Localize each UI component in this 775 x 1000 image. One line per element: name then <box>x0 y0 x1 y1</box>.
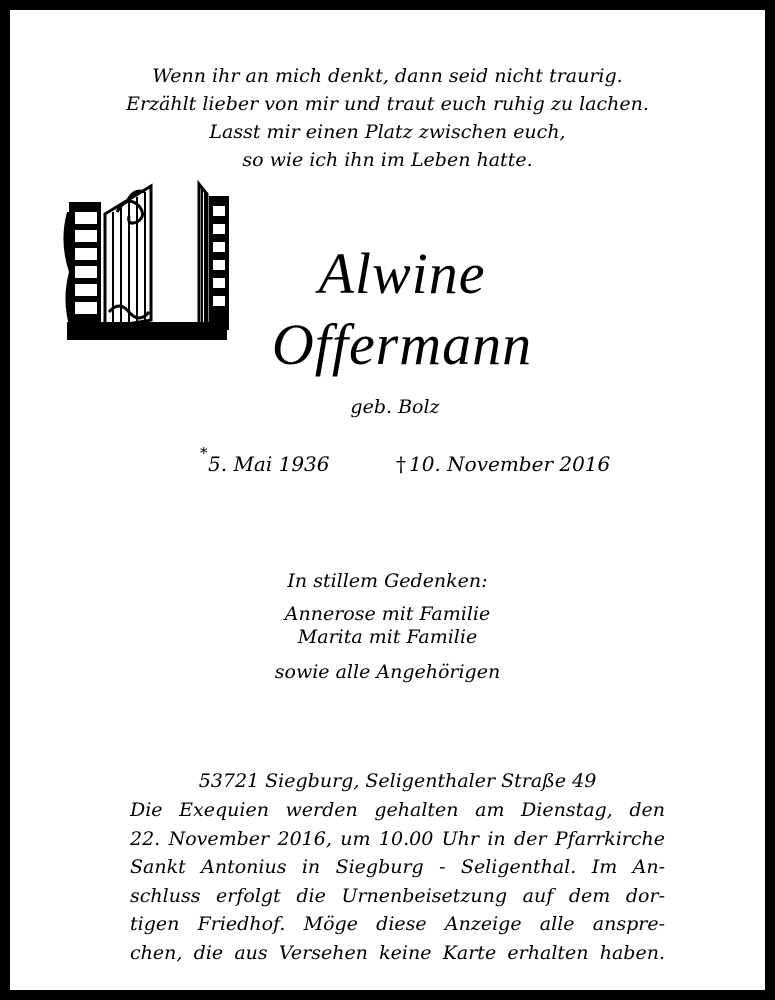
poem-line: Erzählt lieber von mir und traut euch ruhig zu lachen. <box>126 93 649 115</box>
birth-date: 5. Mai 1936 <box>208 452 330 476</box>
notice-line: 22. November 2016, um 10.00 Uhr in der Pfarrkirche <box>130 827 665 850</box>
funeral-notice <box>130 796 665 967</box>
poem-line: so wie ich ihn im Leben hatte. <box>242 149 533 171</box>
mourners-heading: In stillem Gedenken: <box>287 570 488 592</box>
birth-star-icon: * <box>200 444 208 462</box>
deceased-first-name: Alwine <box>318 241 486 306</box>
mourner-name: Annerose mit Familie <box>284 603 491 625</box>
notice-line: schluss erfolgt die Urnenbeisetzung auf dem dor- <box>130 884 665 907</box>
life-dates <box>200 444 620 482</box>
notice-line: chen, die aus Versehen keine Karte erhalten haben. <box>130 941 665 964</box>
poem-line: Wenn ihr an mich denkt, dann seid nicht traurig. <box>152 65 623 87</box>
notice-line: tigen Friedhof. Möge diese Anzeige alle anspre- <box>130 913 665 935</box>
notice-line: Sankt Antonius in Siegburg - Seligenthal. Im An- <box>130 856 665 878</box>
death-date: 10. November 2016 <box>409 452 611 476</box>
poem <box>10 62 765 174</box>
mourners-relatives: sowie alle Angehörigen <box>274 661 501 683</box>
mourners-names <box>10 603 765 649</box>
cross-icon: † <box>396 452 406 476</box>
maiden-name: geb. Bolz <box>350 396 440 418</box>
deceased-last-name: Offermann <box>271 312 533 377</box>
address: 53721 Siegburg, Seligenthaler Straße 49 <box>198 770 597 792</box>
death-date-group <box>396 452 610 476</box>
mourner-name: Marita mit Familie <box>297 626 478 648</box>
poem-line: Lasst mir einen Platz zwischen euch, <box>209 121 566 143</box>
notice-line: Die Exequien werden gehalten am Dienstag, den <box>130 799 665 821</box>
